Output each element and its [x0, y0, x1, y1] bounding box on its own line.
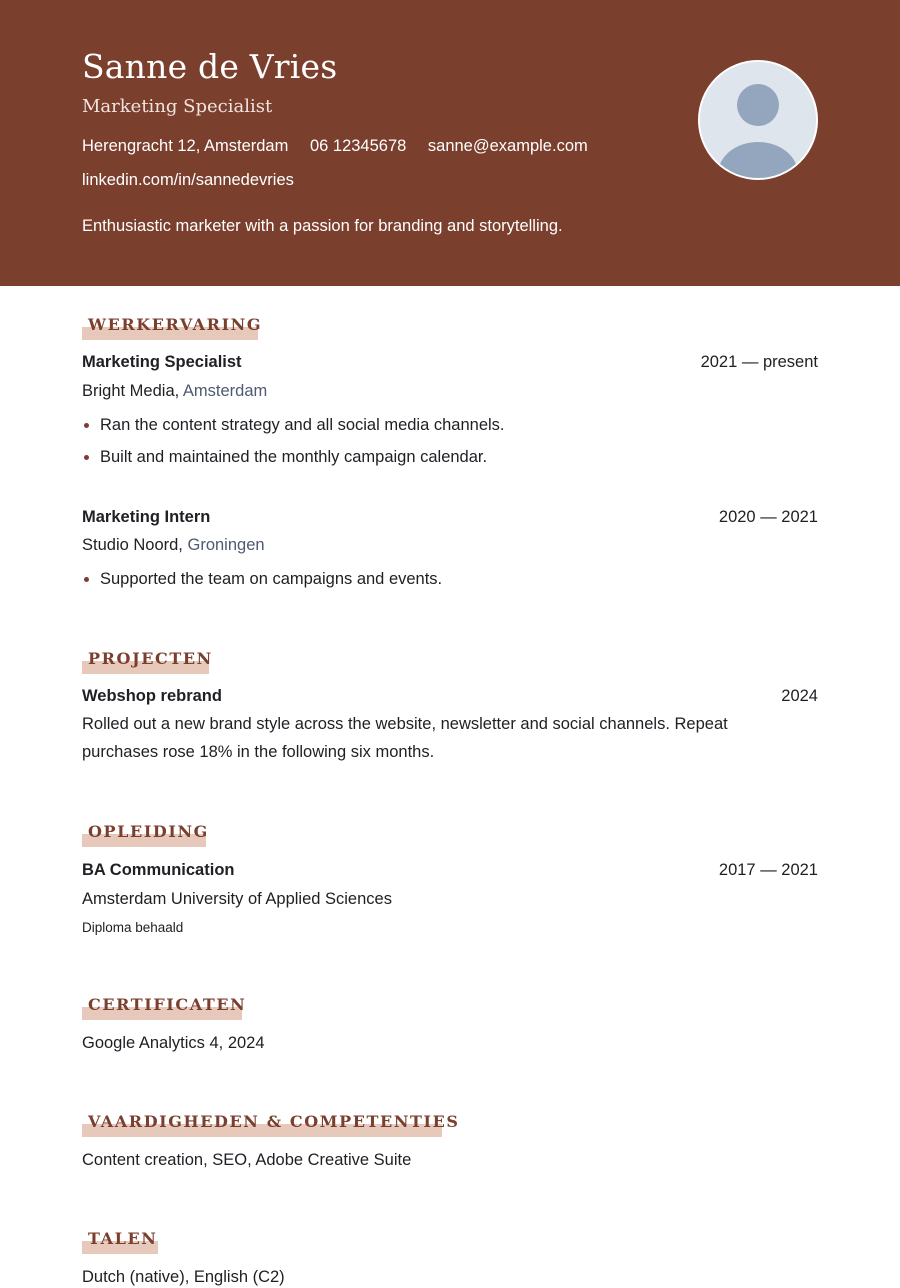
section-title-experience: WERKERVARING	[82, 312, 268, 342]
project-description: Rolled out a new brand style across the website, newsletter and social channels. Repeat purchases rose 18% in the following six months.	[82, 715, 728, 761]
certificates-text: Google Analytics 4, 2024	[82, 1034, 265, 1052]
section-title-certificates: CERTIFICATEN	[82, 992, 252, 1022]
list-item: Ran the content strategy and all social media channels.	[82, 414, 505, 436]
company-city: Amsterdam	[182, 382, 268, 400]
education-school: Amsterdam University of Applied Sciences	[82, 890, 392, 908]
contact-email[interactable]: sanne@example.com	[427, 137, 588, 155]
list-item: Built and maintained the monthly campaign calendar.	[82, 446, 505, 468]
contact-linkedin[interactable]: linkedin.com/in/sannedevries	[82, 171, 294, 189]
job-title: Marketing Specialist	[82, 353, 242, 371]
job-dates: 2021 — present	[700, 353, 818, 371]
contact-address: Herengracht 12, Amsterdam	[82, 137, 289, 155]
job-company	[82, 380, 267, 402]
contact-phone: 06 12345678	[309, 137, 407, 155]
section-title-projects: PROJECTEN	[82, 646, 219, 676]
project-title: Webshop rebrand	[82, 687, 222, 705]
education-note: Diploma behaald	[82, 920, 184, 935]
candidate-role: Marketing Specialist	[82, 96, 273, 117]
company-name: Studio Noord,	[82, 536, 183, 554]
section-title-education: OPLEIDING	[82, 819, 215, 849]
skills-text: Content creation, SEO, Adobe Creative Suite	[82, 1151, 412, 1169]
job-bullets	[82, 414, 505, 478]
profile-summary: Enthusiastic marketer with a passion for branding and storytelling.	[82, 217, 563, 235]
section-title-skills: VAARDIGHEDEN & COMPETENTIES	[82, 1109, 466, 1139]
project-year: 2024	[781, 687, 818, 705]
job-bullets	[82, 568, 442, 600]
list-item: Supported the team on campaigns and events.	[82, 568, 442, 590]
job-title: Marketing Intern	[82, 508, 211, 526]
company-name: Bright Media,	[82, 382, 180, 400]
resume-header	[0, 0, 900, 286]
section-title-languages: TALEN	[82, 1226, 164, 1256]
contact-line-2	[82, 169, 311, 191]
job-dates: 2020 — 2021	[718, 508, 818, 526]
user-avatar-icon	[698, 60, 818, 180]
languages-text: Dutch (native), English (C2)	[82, 1268, 285, 1286]
candidate-name: Sanne de Vries	[82, 47, 338, 86]
contact-line	[82, 135, 605, 157]
job-company	[82, 534, 265, 556]
education-degree: BA Communication	[82, 861, 235, 879]
company-city: Groningen	[187, 536, 265, 554]
education-dates: 2017 — 2021	[718, 861, 818, 879]
